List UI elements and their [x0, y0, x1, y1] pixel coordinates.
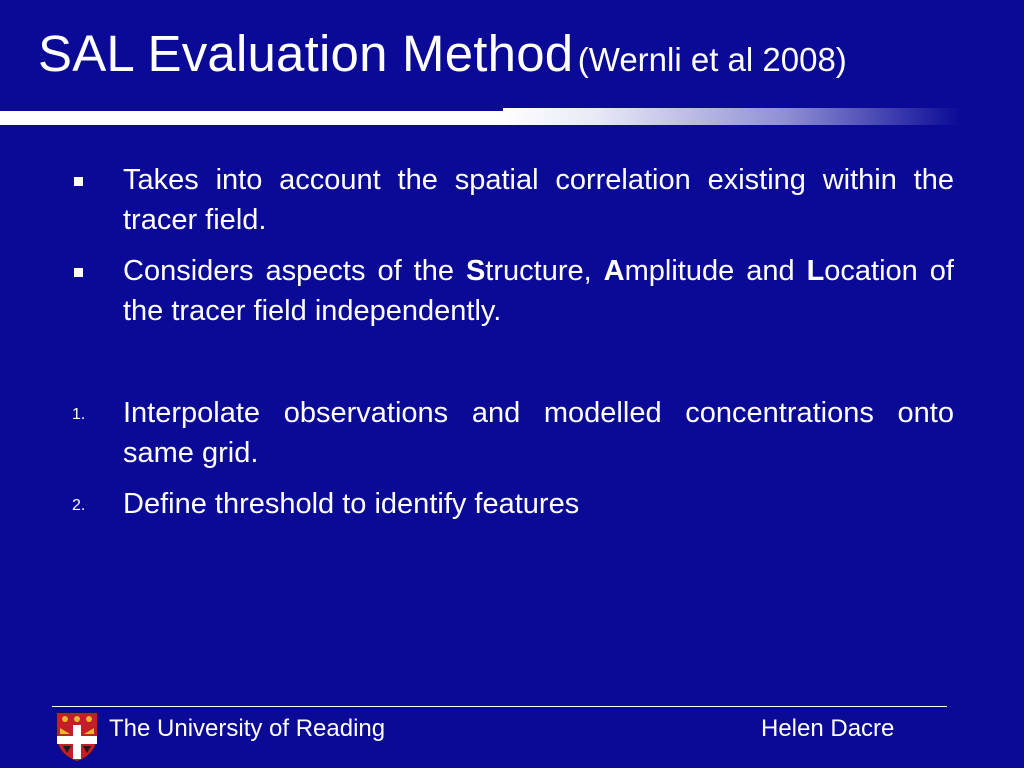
- step-number: 2.: [72, 497, 86, 514]
- footer-institution: The University of Reading: [109, 715, 386, 742]
- bullet-text: Takes into account the spatial correlation existing within the tracer field.: [123, 164, 954, 236]
- bullet-item: [72, 160, 954, 240]
- bullet-text-bold: A: [603, 255, 625, 287]
- footer-divider: [52, 706, 947, 707]
- slide-title: [38, 25, 847, 82]
- step-text: Define threshold to identify features: [123, 488, 580, 520]
- bullet-text-bold: S: [465, 255, 486, 287]
- square-bullet-icon: [74, 268, 83, 277]
- slide-body: [72, 160, 954, 524]
- title-main: SAL Evaluation Method: [38, 25, 574, 82]
- bullet-text-bold: L: [806, 255, 825, 287]
- university-crest-icon: [56, 712, 98, 762]
- bullet-item: [72, 251, 954, 331]
- square-bullet-icon: [74, 177, 83, 186]
- step-text: Interpolate observations and modelled concentrations onto same grid.: [123, 397, 954, 469]
- step-number: 1.: [72, 406, 86, 423]
- bullet-text-segment: tructure,: [485, 255, 604, 287]
- footer-author: Helen Dacre: [761, 715, 895, 742]
- bullet-text-segment: mplitude and: [624, 255, 807, 287]
- bullet-text-segment: ocation of the tracer field independently.: [123, 255, 954, 327]
- bullet-text-segment: Considers aspects of the: [123, 255, 466, 287]
- title-citation: (Wernli et al 2008): [577, 41, 847, 78]
- numbered-item: [72, 484, 954, 524]
- numbered-item: [72, 393, 954, 473]
- title-divider: [0, 108, 960, 125]
